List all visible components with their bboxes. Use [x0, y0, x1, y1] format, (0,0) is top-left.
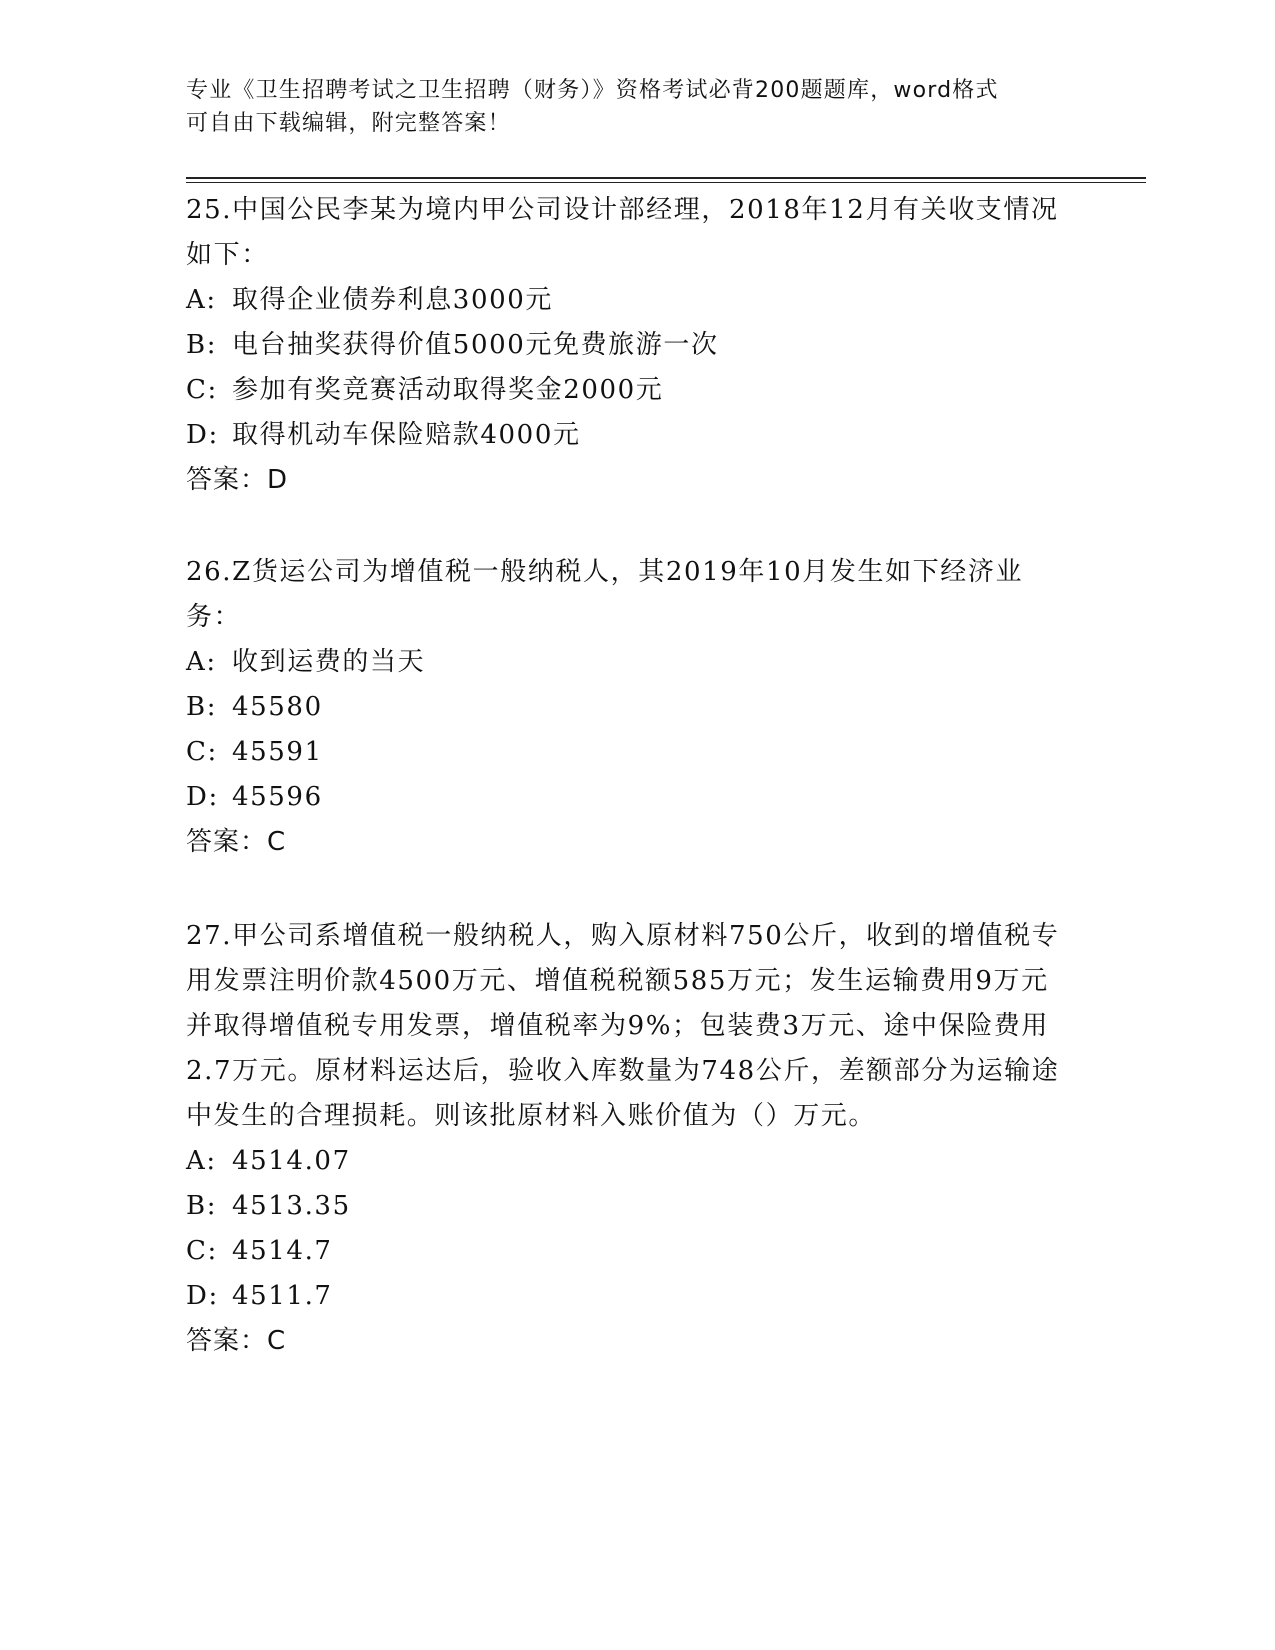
- document-header: [186, 74, 1066, 140]
- option-text: 4513.35: [232, 1191, 351, 1221]
- option-text: 取得机动车保险赔款4000元: [232, 420, 581, 450]
- option-b: [186, 1184, 1066, 1229]
- option-c: [186, 1229, 1066, 1274]
- option-text: 4511.7: [232, 1281, 333, 1311]
- answer: 答案：D: [186, 465, 289, 495]
- option-text: 4514.7: [232, 1236, 333, 1266]
- header-line-1: 专业《卫生招聘考试之卫生招聘（财务）》资格考试必背200题题库，word格式: [186, 78, 999, 103]
- option-letter: A:: [186, 1146, 217, 1176]
- question-stem: 26.Z货运公司为增值税一般纳税人，其2019年10月发生如下经济业务：: [186, 557, 1024, 632]
- option-text: 4514.07: [232, 1146, 351, 1176]
- option-letter: D:: [186, 782, 219, 812]
- option-c: [186, 730, 1066, 775]
- option-letter: C:: [186, 1236, 218, 1266]
- option-text: 取得企业债券利息3000元: [232, 285, 553, 315]
- option-text: 参加有奖竞赛活动取得奖金2000元: [232, 375, 664, 405]
- option-c: [186, 368, 1066, 413]
- option-letter: B:: [186, 330, 218, 360]
- option-d: [186, 413, 1066, 458]
- question-26: [186, 550, 1066, 865]
- option-d: [186, 775, 1066, 820]
- question-25: [186, 188, 1066, 503]
- option-text: 45580: [232, 692, 323, 722]
- option-letter: A:: [186, 647, 217, 677]
- option-letter: D:: [186, 1281, 219, 1311]
- header-divider: [186, 177, 1146, 183]
- option-a: [186, 1139, 1066, 1184]
- header-line-2: 可自由下载编辑，附完整答案！: [186, 111, 511, 136]
- question-stem: 27.甲公司系增值税一般纳税人，购入原材料750公斤，收到的增值税专用发票注明价款4500万元、增值税税额585万元；发生运输费用9万元并取得增值税专用发票，增值税率为9%；包装费3万元、途中保险费用2.7万元。原材料运达后，验收入库数量为748公斤，差额部分为运输途中发生的合理损耗。则该批原材料入账价值为（）万元。: [186, 921, 1060, 1131]
- option-text: 45596: [232, 782, 323, 812]
- answer: 答案：C: [186, 1326, 287, 1356]
- question-stem: 25.中国公民李某为境内甲公司设计部经理，2018年12月有关收支情况如下：: [186, 195, 1059, 270]
- option-letter: C:: [186, 375, 218, 405]
- option-b: [186, 323, 1066, 368]
- option-a: [186, 640, 1066, 685]
- option-letter: D:: [186, 420, 219, 450]
- option-text: 电台抽奖获得价值5000元免费旅游一次: [232, 330, 719, 360]
- option-letter: A:: [186, 285, 217, 315]
- option-letter: B:: [186, 692, 218, 722]
- option-letter: B:: [186, 1191, 218, 1221]
- option-a: [186, 278, 1066, 323]
- option-d: [186, 1274, 1066, 1319]
- option-text: 收到运费的当天: [232, 647, 426, 677]
- option-b: [186, 685, 1066, 730]
- question-27: [186, 914, 1066, 1364]
- option-text: 45591: [232, 737, 323, 767]
- answer: 答案：C: [186, 827, 287, 857]
- option-letter: C:: [186, 737, 218, 767]
